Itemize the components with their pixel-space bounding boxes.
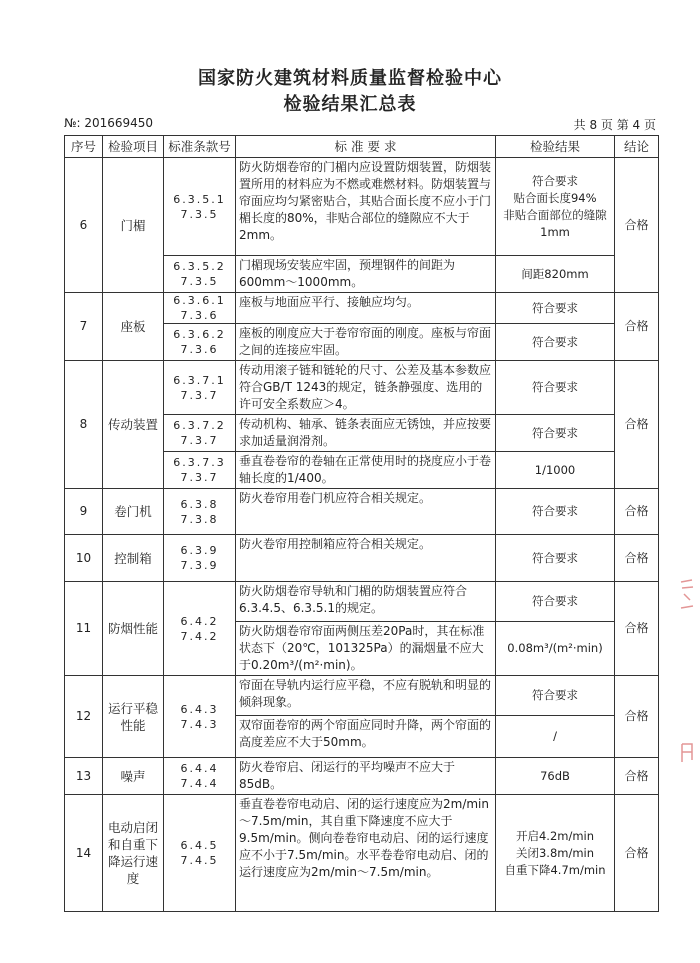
row-number: 14 (65, 795, 103, 912)
results-table (64, 135, 659, 912)
page-info: 共 8 页 第 4 页 (573, 118, 656, 132)
test-item: 防烟性能 (103, 582, 164, 676)
requirement-text: 防火防烟卷帘的门楣内应设置防烟装置，防烟装置所用的材料应为不燃或难燃材料。防烟装置与帘面应均匀紧密贴合，其贴合面长度不应小于门楣长度的80%，非贴合部位的缝隙应不大于2mm。 (236, 158, 496, 256)
requirement-text: 传动用滚子链和链轮的尺寸、公差及基本参数应符合GB/T 1243的规定，链条静强度、选用的许可安全系数应＞4。 (236, 361, 496, 415)
standard-clause: 6.3.7.3 7.3.7 (164, 452, 236, 489)
test-result: 符合要求 (496, 676, 615, 716)
test-result: 间距820mm (496, 256, 615, 293)
test-result: 76dB (496, 758, 615, 795)
test-item: 电动启闭 和自重下 降运行速 度 (103, 795, 164, 912)
test-result: 符合要求 (496, 582, 615, 622)
test-result: 1/1000 (496, 452, 615, 489)
standard-clause: 6.4.5 7.4.5 (164, 795, 236, 912)
col-header: 检验项目 (103, 136, 164, 158)
row-number: 8 (65, 361, 103, 489)
test-result: 符合要求 (496, 535, 615, 582)
table-row (65, 535, 659, 582)
table-row (65, 489, 659, 535)
requirement-text: 防火防烟卷帘导轨和门楣的防烟装置应符合6.3.4.5、6.3.5.1的规定。 (236, 582, 496, 622)
test-result: / (496, 716, 615, 758)
requirement-text: 座板与地面应平行、接触应均匀。 (236, 293, 496, 324)
test-item: 控制箱 (103, 535, 164, 582)
table-row (65, 293, 659, 324)
requirement-text: 门楣现场安装应牢固，预埋钢件的间距为600mm～1000mm。 (236, 256, 496, 293)
conclusion: 合格 (615, 489, 659, 535)
standard-clause: 6.3.8 7.3.8 (164, 489, 236, 535)
conclusion: 合格 (615, 535, 659, 582)
row-number: 12 (65, 676, 103, 758)
col-header: 标 准 要 求 (236, 136, 496, 158)
seal-mark-icon (678, 578, 696, 618)
test-result: 符合要求 (496, 415, 615, 452)
requirement-text: 双帘面卷帘的两个帘面应同时升降，两个帘面的高度差应不大于50mm。 (236, 716, 496, 758)
org-title: 国家防火建筑材料质量监督检验中心 (198, 68, 502, 89)
test-result: 符合要求 (496, 293, 615, 324)
requirement-text: 传动机构、轴承、链条表面应无锈蚀，并应按要求加适量润滑剂。 (236, 415, 496, 452)
standard-clause: 6.3.5.2 7.3.5 (164, 256, 236, 293)
doc-number: №: 201669450 (64, 116, 154, 130)
standard-clause: 6.3.7.2 7.3.7 (164, 415, 236, 452)
requirement-text: 防火卷帘启、闭运行的平均噪声不应大于85dB。 (236, 758, 496, 795)
table-row (65, 795, 659, 912)
table-row (65, 158, 659, 256)
col-header: 检验结果 (496, 136, 615, 158)
table-header-row (65, 136, 659, 158)
row-number: 11 (65, 582, 103, 676)
col-header: 结论 (615, 136, 659, 158)
row-number: 13 (65, 758, 103, 795)
conclusion: 合格 (615, 293, 659, 361)
test-result: 符合要求 (496, 361, 615, 415)
conclusion: 合格 (615, 361, 659, 489)
row-number: 6 (65, 158, 103, 293)
conclusion: 合格 (615, 582, 659, 676)
doc-title: 检验结果汇总表 (283, 94, 417, 115)
table-row (65, 758, 659, 795)
requirement-text: 帘面在导轨内运行应平稳，不应有脱轨和明显的倾斜现象。 (236, 676, 496, 716)
table-row (65, 361, 659, 415)
test-item: 噪声 (103, 758, 164, 795)
standard-clause: 6.4.3 7.4.3 (164, 676, 236, 758)
col-header: 序号 (65, 136, 103, 158)
conclusion: 合格 (615, 158, 659, 293)
test-item: 门楣 (103, 158, 164, 293)
seal-stamp (678, 578, 696, 618)
requirement-text: 垂直卷卷帘的卷轴在正常使用时的挠度应小于卷轴长度的1/400。 (236, 452, 496, 489)
conclusion: 合格 (615, 795, 659, 912)
requirement-text: 防火卷帘用控制箱应符合相关规定。 (236, 535, 496, 582)
test-item: 卷门机 (103, 489, 164, 535)
test-result: 0.08m³/(m²·min) (496, 622, 615, 676)
requirement-text: 防火卷帘用卷门机应符合相关规定。 (236, 489, 496, 535)
table-row (65, 582, 659, 622)
row-number: 10 (65, 535, 103, 582)
standard-clause: 6.4.2 7.4.2 (164, 582, 236, 676)
test-item: 运行平稳 性能 (103, 676, 164, 758)
test-result: 符合要求 (496, 489, 615, 535)
seal-stamp-lower (678, 740, 696, 780)
standard-clause: 6.3.6.2 7.3.6 (164, 324, 236, 361)
row-number: 9 (65, 489, 103, 535)
col-header: 标准条款号 (164, 136, 236, 158)
test-result: 符合要求 贴合面长度94% 非贴合面部位的缝隙1mm (496, 158, 615, 256)
row-number: 7 (65, 293, 103, 361)
test-item: 传动装置 (103, 361, 164, 489)
conclusion: 合格 (615, 676, 659, 758)
standard-clause: 6.4.4 7.4.4 (164, 758, 236, 795)
table-row (65, 676, 659, 716)
requirement-text: 防火防烟卷帘帘面两侧压差20Pa时，其在标准状态下（20℃，101325Pa）的漏烟量不应大于0.20m³/(m²·min)。 (236, 622, 496, 676)
test-result: 符合要求 (496, 324, 615, 361)
test-result: 开启4.2m/min 关闭3.8m/min 自重下降4.7m/min (496, 795, 615, 912)
standard-clause: 6.3.7.1 7.3.7 (164, 361, 236, 415)
standard-clause: 6.3.5.1 7.3.5 (164, 158, 236, 256)
test-item: 座板 (103, 293, 164, 361)
standard-clause: 6.3.6.1 7.3.6 (164, 293, 236, 324)
standard-clause: 6.3.9 7.3.9 (164, 535, 236, 582)
requirement-text: 垂直卷卷帘电动启、闭的运行速度应为2m/min～7.5m/min，其自重下降速度不应大于9.5m/min。侧向卷卷帘电动启、闭的运行速度应不小于7.5m/min。水平卷卷帘电动启、闭的运行速度应为2m/min～7.5m/min。 (236, 795, 496, 912)
conclusion: 合格 (615, 758, 659, 795)
requirement-text: 座板的刚度应大于卷帘帘面的刚度。座板与帘面之间的连接应牢固。 (236, 324, 496, 361)
seal-mark-icon (678, 740, 696, 770)
